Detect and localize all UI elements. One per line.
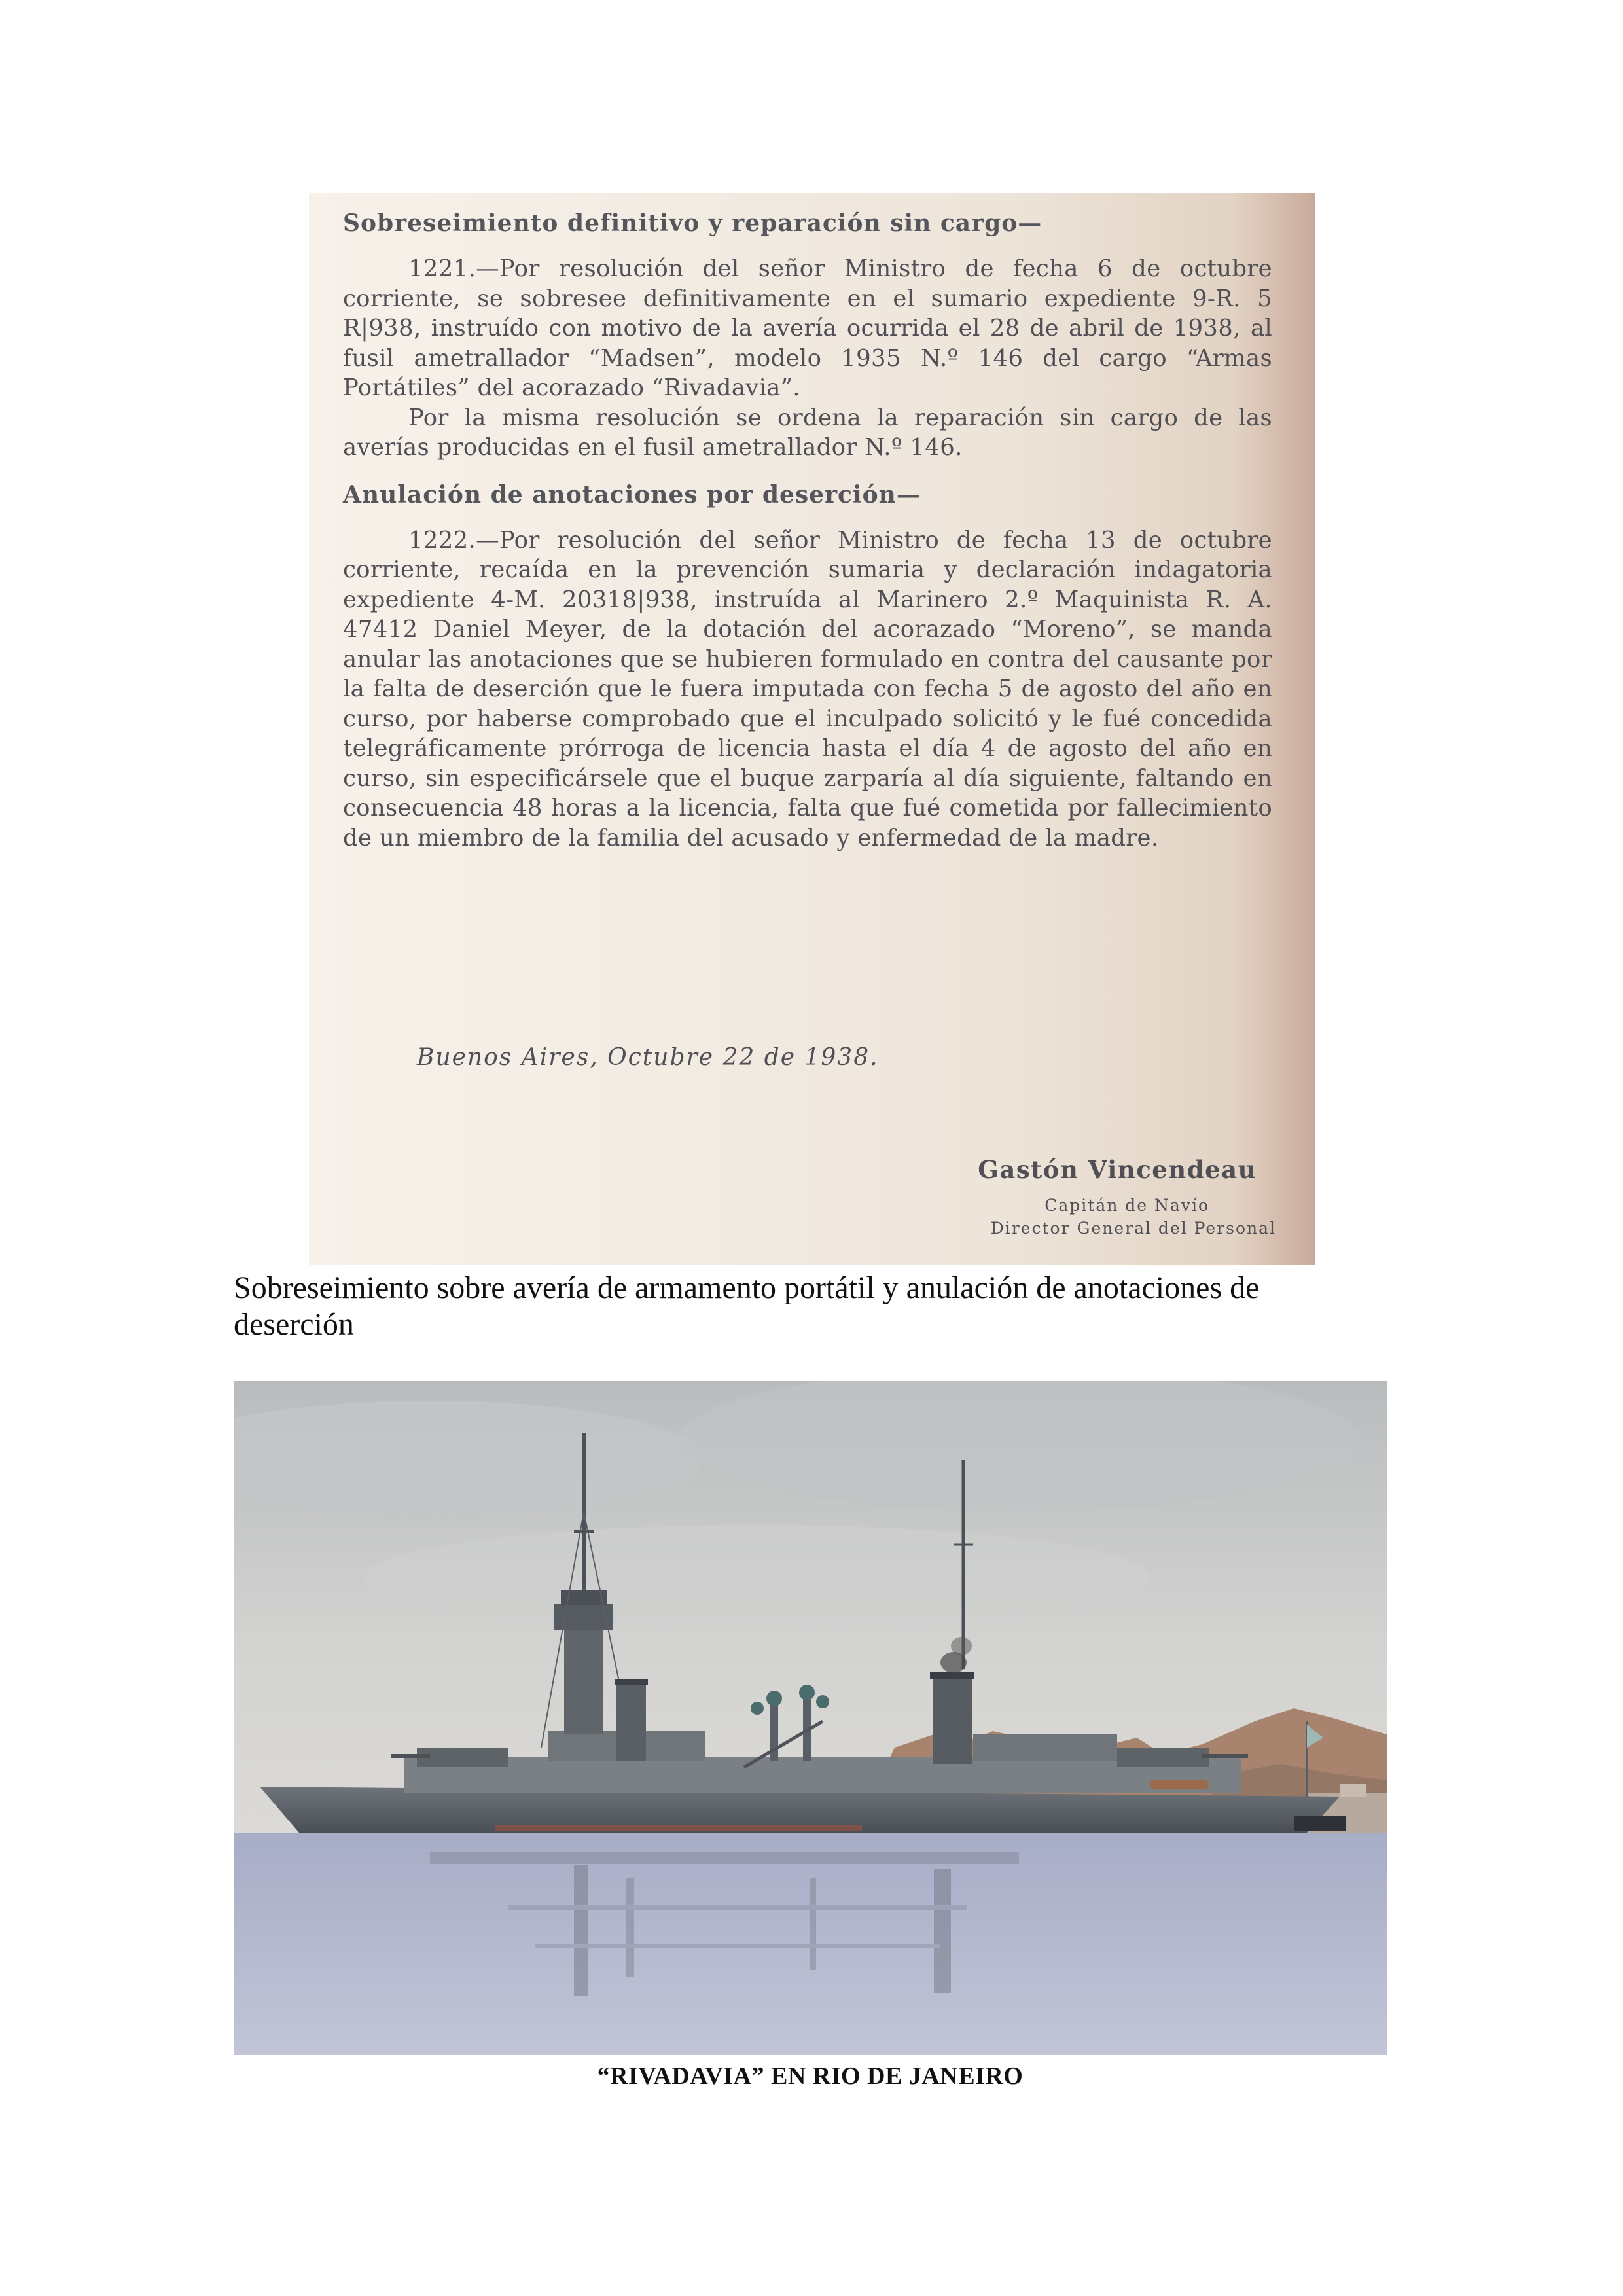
resolution-1222-text: 1222.—Por resolución del señor Ministro de fecha 13 de octubre corriente, recaída en la prevención sumaria y declaración indagatoria expediente 4-M. 20318|938, instruída al Marinero 2.º Maquinista R. A. 47412 Daniel Meyer, de la dotación del acorazado “Moreno”, se manda anular las anotaciones que se hubieren formulado en contra del causante por la falta de deserción que le fuera imputada con fecha 5 de agosto del año en curso, por haberse comprobado que el inculpado solicitó y le fué concedida telegráficamente prórroga de licencia hasta el día 4 de agosto del año en curso, sin especificársele que el buque zarparía al día siguiente, faltando en consecuencia 48 horas a la licencia, falta que fué cometida por fallecimiento de un miembro de la familia del acusado y enfermedad de la madre. xyxy=(343,526,1272,852)
place-date: Buenos Aires, Octubre 22 de 1938. xyxy=(417,1044,879,1071)
clipping-caption: Sobreseimiento sobre avería de armamento portátil y anulación de anotaciones de deserción xyxy=(234,1270,1260,1342)
signer-name: Gastón Vincendeau xyxy=(978,1155,1257,1184)
section-heading-sobreseimiento: Sobreseimiento definitivo y reparación sin cargo— xyxy=(343,209,1043,237)
battleship-photo xyxy=(234,1381,1387,2055)
resolution-1221-repair-text: Por la misma resolución se ordena la reparación sin cargo de las averías producidas en el fusil ametrallador N.º 146. xyxy=(343,404,1272,461)
photo-caption: “RIVADAVIA” EN RIO DE JANEIRO xyxy=(597,2062,1024,2090)
resolution-1221-text: 1221.—Por resolución del señor Ministro de fecha 6 de octubre corriente, se sobresee definitivamente en el sumario expediente 9-R. 5 R|938, instruído con motivo de la avería ocurrida el 28 de abril de 1938, al fusil ametrallador “Madsen”, modelo 1935 N.º 146 del cargo “Armas Portátiles” del acorazado “Rivadavia”. xyxy=(343,255,1272,401)
section-heading-anulacion: Anulación de anotaciones por deserción— xyxy=(343,480,921,509)
signer-role: Director General del Personal xyxy=(990,1219,1276,1238)
clipping-text xyxy=(343,209,1272,853)
signer-rank: Capitán de Navío xyxy=(1044,1196,1209,1215)
signature-block xyxy=(978,1155,1276,1238)
scanned-clipping xyxy=(309,193,1315,1265)
